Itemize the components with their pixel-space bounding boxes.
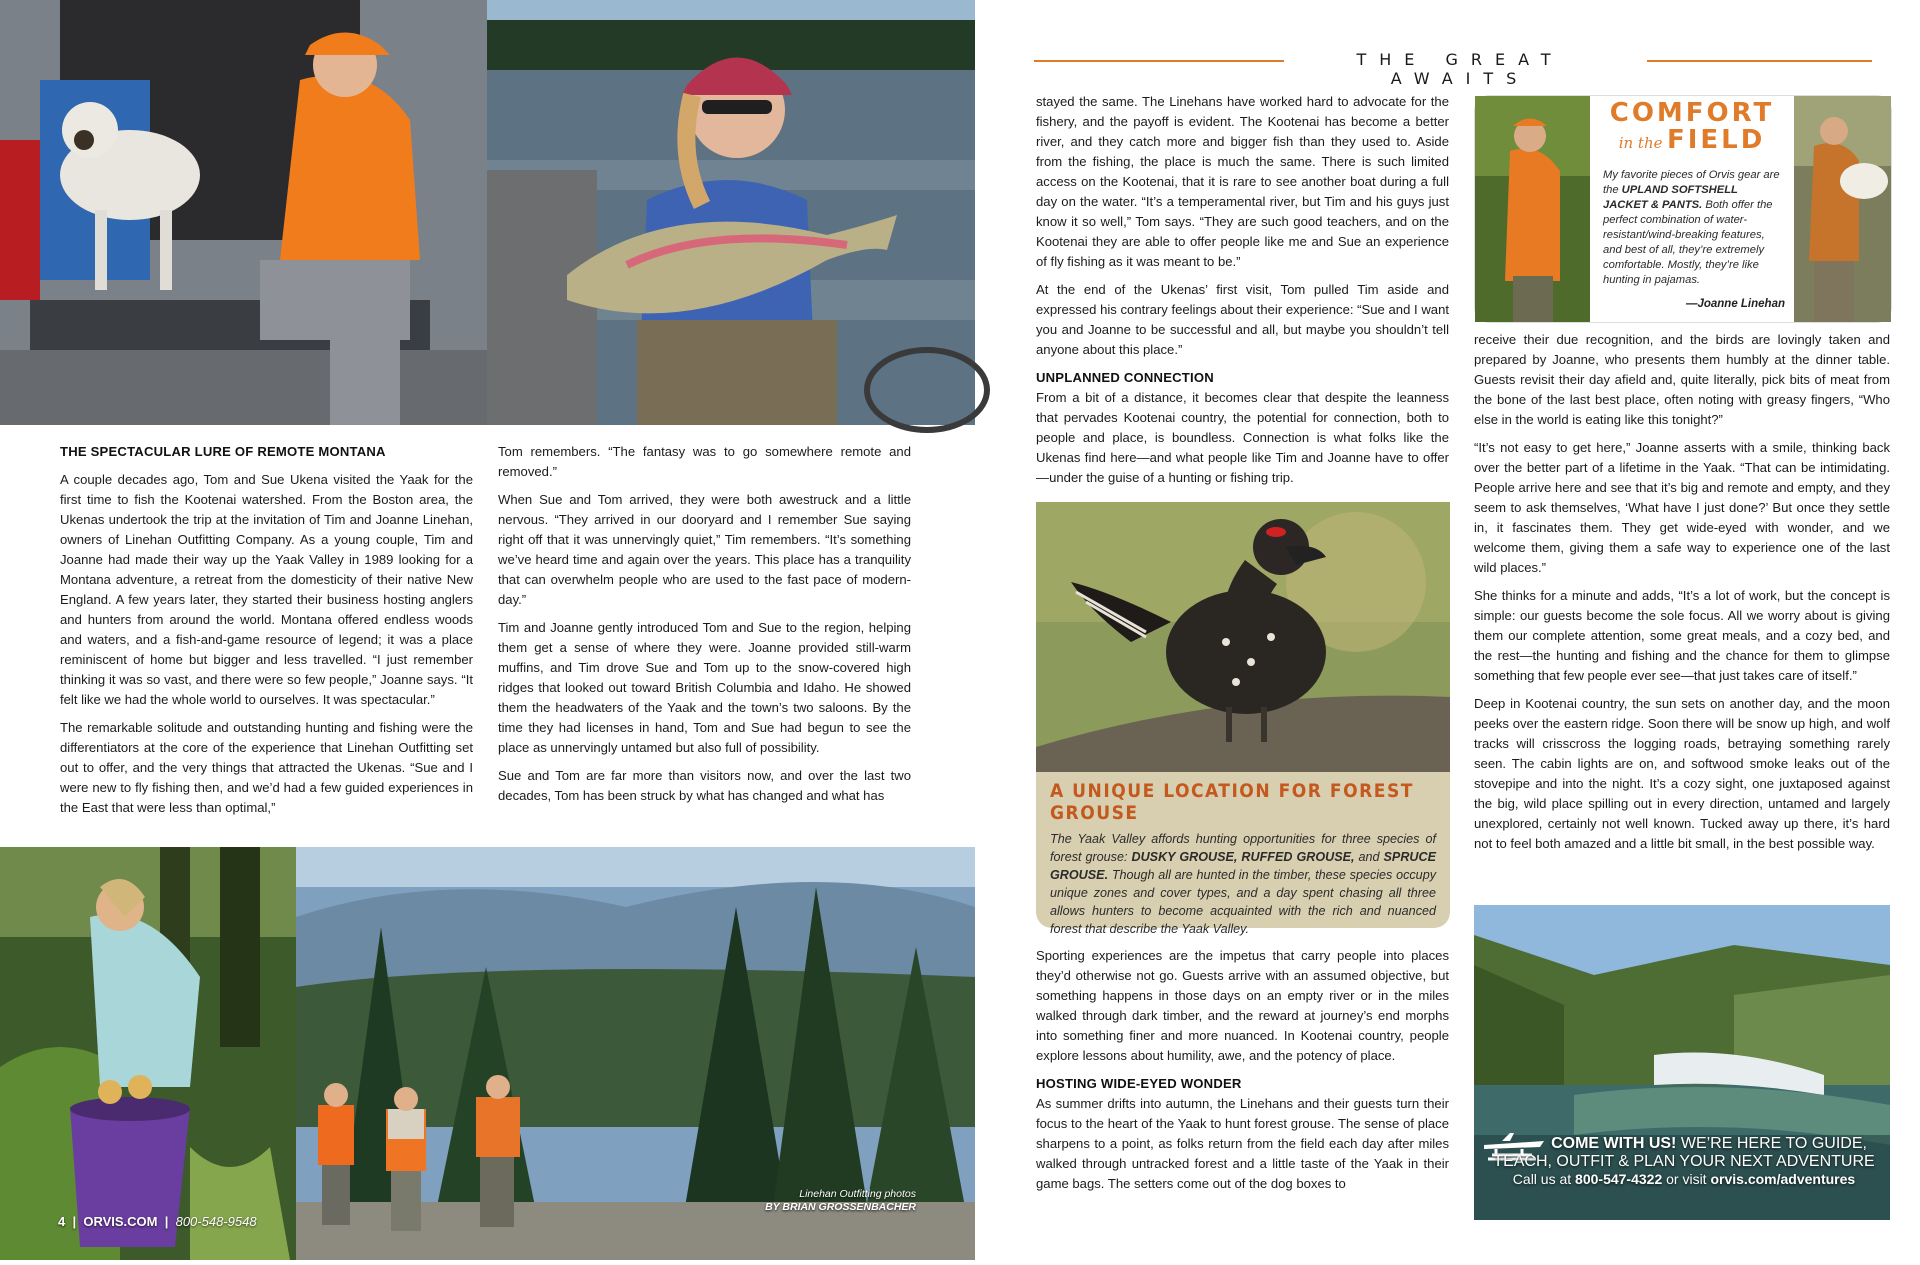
running-head-rule-right (1647, 60, 1872, 62)
comfort-quote-bold: UPLAND SOFTSHELL JACKET & PANTS. (1603, 184, 1738, 211)
cta-or-visit: or visit (1662, 1171, 1711, 1187)
photo-credit (660, 1188, 916, 1214)
grouse-species-1: DUSKY GROUSE, RUFFED GROUSE, (1131, 850, 1355, 864)
paragraph: She thinks for a minute and adds, “It’s a lot of work, but the concept is simple: our guests become the sole focus. All we worry about is giving them our complete attention, some great meals, and a cozy bed, and the rest—the hunting and fishing and the chance for them to glimpse something that few people ever see—that just takes care of itself.” (1474, 588, 1890, 683)
comfort-title-line2 (1593, 125, 1791, 156)
cta-line-1 (1486, 1135, 1882, 1153)
article-column-1 (60, 442, 473, 826)
grouse-caption-text (1050, 830, 1436, 938)
article-column-4 (1474, 330, 1890, 862)
paragraph: Deep in Kootenai country, the sun sets on another day, and the moon peeks over the eastern ridge. Soon there will be snow up high, and wolf tracks will crisscross the logging roads, betraying something rarely seen. The cabin lights are on, and softwood smoke leaks out of the stovepipe and into the night. It’s a cozy sight, one juxtaposed against the big, wild place spilling out in every direction, untamed and largely unexplored, certainly not well known. Tucked away up there, it’s hard not to feel both amazed and a little bit small, in the best possible way. (1474, 696, 1890, 851)
section-heading-hosting-wonder: HOSTING WIDE-EYED WONDER (1036, 1076, 1242, 1091)
section-heading-remote-montana: THE SPECTACULAR LURE OF REMOTE MONTANA (60, 444, 386, 459)
photo-garden-harvest-art (0, 847, 296, 1260)
photo-hunter-with-setter (0, 0, 487, 425)
cta-line1-rest: WE’RE HERE TO GUIDE, (1676, 1135, 1867, 1152)
adventures-cta-box[interactable] (1474, 905, 1890, 1220)
comfort-title-b: FIELD (1666, 125, 1766, 155)
photo-angler-with-trout-art (487, 0, 975, 425)
paragraph: Tim and Joanne gently introduced Tom and Sue to the region, helping them get a sense of where they were. Joanne provided still-warm muffins, and Tim drove Sue and Tom up to the snow-covered high ridges that looked out toward British Columbia and Idaho. He showed them the headwaters of the Yaak and the town’s two saloons. By the time they had licenses in hand, Tom and Sue had begun to see the place as unnervingly untamed but also full of possibility. (498, 620, 911, 755)
cta-text (1486, 1135, 1882, 1187)
comfort-title-a: COMFORT (1609, 98, 1775, 128)
cta-line-3 (1486, 1171, 1882, 1187)
photo-credit-line1: Linehan Outfitting photos (799, 1188, 916, 1200)
paragraph: “It’s not easy to get here,” Joanne asserts with a smile, thinking back over the better part of a lifetime in the Yaak. “That can be intimidating. People arrive here and see that it’s big and remote and empty, and they seem to ask themselves, ‘What have I just done?’ But once they settle in, it fascinates them. They get wide-eyed with wonder, and we welcome them, giving them a safe way to experience one of the last wild places.” (1474, 440, 1890, 575)
photo-credit-line2: BY BRIAN GROSSENBACHER (765, 1201, 916, 1213)
paragraph: stayed the same. The Linehans have worked hard to advocate for the fishery, and the payoff is evident. The Kootenai has become a better river, and they catch more and bigger fish than they used to. Aside from the fishing, the place is much the same. There is such limited access on the Kootenai, that it is rare to see another boat during a full day on the water. “It’s a temperamental river, but Tim and his guys just know it so well,” Tom says. “They are such good teachers, and on the Kootenai they are able to offer people like me and Sue an experience of fly fishing as it was meant to be.” (1036, 94, 1449, 269)
comfort-quote-b: Both offer the perfect combination of water-resistant/wind-breaking features, and best of all, they’re extremely comfortable. Mostly, they’re like hunting in pajamas. (1603, 199, 1773, 286)
cta-phone-link[interactable]: 800-547-4322 (1575, 1171, 1663, 1187)
comfort-photo-left (1475, 96, 1590, 322)
grouse-feature-box (1036, 502, 1450, 936)
page-number: 4 (58, 1214, 66, 1229)
paragraph: Sporting experiences are the impetus that carry people into places they’d otherwise not go. Guests arrive with an assumed objective, but something happens in those days on an empty river or in the miles walked through dark timber, and the reward at journey’s end morphs into something finer and more nuanced. In Kootenai country, people explore lessons about humility, awe, and the potency of place. (1036, 948, 1449, 1063)
cta-line-2: TEACH, OUTFIT & PLAN YOUR NEXT ADVENTURE (1493, 1153, 1875, 1170)
folio-phone: 800-548-9548 (175, 1214, 257, 1229)
cta-come-with-us: COME WITH US! (1551, 1135, 1677, 1152)
grouse-species-2: SPRUCE GROUSE. (1050, 850, 1436, 882)
comfort-photo-right (1794, 96, 1891, 322)
section-heading-unplanned-connection: UNPLANNED CONNECTION (1036, 370, 1214, 385)
grouse-text-and: and (1354, 850, 1384, 864)
paragraph: Tom remembers. “The fantasy was to go somewhere remote and removed.” (498, 444, 911, 479)
paragraph: From a bit of a distance, it becomes clear that despite the leanness that pervades Kootenai country, the potential for connection, both to people and place, is boundless. Connection is what folks like the Ukenas find here—and what people like Tim and Joanne have to offer—under the guise of a hunting or fishing trip. (1036, 390, 1449, 485)
article-column-2 (498, 442, 911, 814)
comfort-attribution: —Joanne Linehan (1685, 298, 1785, 310)
paragraph: The remarkable solitude and outstanding hunting and fishing were the differentiators at the core of the experience that Linehan Outfitting set out to offer, and the very things that attracted the Ukenas. “Sue and I were new to fly fishing then, and we’d had a few guided experiences in the East that were less than optimal,” (60, 720, 473, 815)
paragraph: When Sue and Tom arrived, they were both awestruck and a little nervous. “They arrived in our dooryard and I remember Sue saying right off that it was unnervingly quiet,” Tim remembers. “It’s something we’ve heard time and again over the years. This place has a tranquility that can overwhelm people who are used to the fast pace of modern-day.” (498, 492, 911, 607)
paragraph: receive their due recognition, and the birds are lovingly taken and prepared by Joanne, who presents them humbly at the dinner table. Guests revisit their day afield and, quite literally, pick bits of meat from the bone of the last best place, often noting with greasy fingers, “Who else in the world is eating like this tonight?” (1474, 332, 1890, 427)
folio: 4 | ORVIS.COM | 800-548-9548 (58, 1214, 257, 1229)
comfort-in-field-box (1474, 95, 1892, 323)
paragraph: A couple decades ago, Tom and Sue Ukena visited the Yaak for the first time to fish the Kootenai watershed. From the Boston area, the Ukenas undertook the trip at the invitation of Tim and Joanne Linehan, owners of Linehan Outfitting Company. As a young couple, Tim and Joanne had made their way up the Yaak Valley in 1989 looking for a Montana adventure, a retreat from the domesticity of their native New England. A few years later, they started their business hosting anglers and hunters from around the world. Montana offered endless woods and waters, and a fish-and-game resource of legend; it was a place reminiscent of home but bigger and less travelled. “I just remember thinking it was so vast, and there were so few people,” Joanne says. “It felt like we had the whole world to ourselves. It was spectacular.” (60, 472, 473, 707)
grouse-photo (1036, 502, 1450, 772)
running-head (1022, 50, 1880, 88)
comfort-quote-a: My favorite pieces of Orvis gear are the (1603, 169, 1780, 196)
grouse-caption-title: A UNIQUE LOCATION FOR FOREST GROUSE (1050, 780, 1414, 824)
folio-site[interactable]: ORVIS.COM (83, 1214, 158, 1229)
comfort-quote (1603, 168, 1785, 288)
grouse-text-b: Though all are hunted in the timber, these species occupy unique zones and cover types, and a day spent chasing all three allows hunters to become acquainted with the rich and nuanced forest that describe the Yaak Valley. (1050, 868, 1436, 936)
article-column-3-top (1036, 92, 1449, 496)
comfort-title-mid: in the (1618, 134, 1663, 152)
running-head-title: THE GREAT AWAITS (1356, 50, 1564, 88)
paragraph: At the end of the Ukenas’ first visit, Tom pulled Tim aside and expressed his contrary feelings about their experience: “Sue and I want you and Joanne to be successful and all, but maybe you shouldn’t tell anyone about this place.” (1036, 282, 1449, 357)
photo-garden-harvest (0, 847, 296, 1260)
photo-hunter-with-setter-art (0, 0, 487, 425)
paragraph: As summer drifts into autumn, the Linehans and their guests turn their focus to the heart of the Yaak to hunt forest grouse. The sense of place sharpens to a point, as folks return from the field each day after miles walked through untracked forest and a little taste of the Yaak in their game bags. The setters come out of the dog boxes to (1036, 1096, 1449, 1191)
article-column-3-bottom (1036, 946, 1449, 1202)
comfort-title-block (1593, 98, 1791, 156)
running-head-rule-left (1034, 60, 1284, 62)
paragraph: Sue and Tom are far more than visitors now, and over the last two decades, Tom has been struck by what has changed and what has (498, 768, 911, 803)
grouse-text-a: The Yaak Valley affords hunting opportunities for three species of forest grouse: (1050, 832, 1436, 864)
photo-angler-with-trout (487, 0, 975, 425)
grouse-caption (1050, 780, 1436, 938)
cta-url-link[interactable]: orvis.com/adventures (1710, 1171, 1856, 1187)
cta-call-us: Call us at (1512, 1171, 1576, 1187)
